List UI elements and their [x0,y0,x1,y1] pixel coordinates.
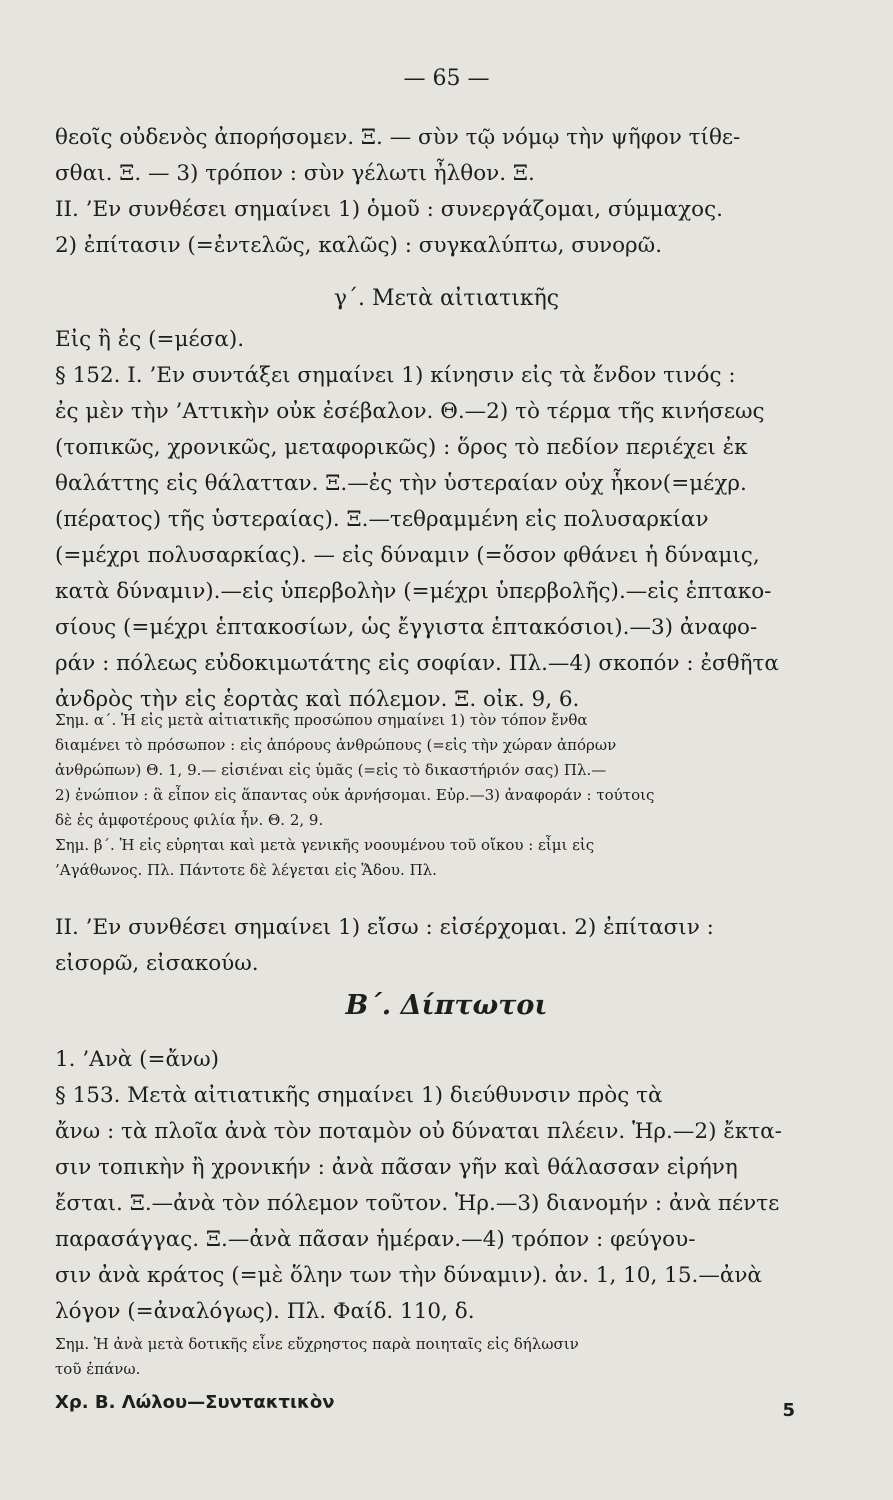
footer-title: Χρ. Β. Λώλου—Συντακτικὸν [55,1392,335,1413]
text-line: ἄνω : τὰ πλοῖα ἀνὰ τὸν ποταμὸν οὐ δύναται πλέειν. Ἡρ.—2) ἔκτα- [55,1119,782,1144]
text-line: σιν ἀνὰ κράτος (=μὲ ὅλην των τὴν δύναμιν). ἀν. 1, 10, 15.—ἀνὰ [55,1263,762,1288]
text-line: 1. ’Ανὰ (=ἄνω) [55,1047,220,1072]
text-line: (τοπικῶς, χρονικῶς, μεταφορικῶς) : ὅρος τὸ πεδίον περιέχει ἐκ [55,435,748,460]
text-line: § 152. I. ’Εν συντάξει σημαίνει 1) κίνησιν εἰς τὰ ἔνδον τινός : [55,363,736,388]
text-line: ἀνδρὸς τὴν εἰς ἑορτὰς καὶ πόλεμον. Ξ. οἰκ. 9, 6. [55,687,580,712]
text-line: Εἰς ἢ ἐς (=μέσα). [55,327,245,352]
text-line: παρασάγγας. Ξ.—ἀνὰ πᾶσαν ἡμέραν.—4) τρόπον : φεύγου- [55,1227,696,1252]
note-line: διαμένει τὸ πρόσωπον : εἰς ἀπόρους ἀνθρώπους (=εἰς τὴν χώραν ἀπόρων [55,736,617,754]
text-line: κατὰ δύναμιν).—εἰς ὑπερβολὴν (=μέχρι ὑπερβολῆς).—εἰς ἑπτακο- [55,579,772,604]
note-line: Σημ. α΄. Ἡ εἰς μετὰ αἰτιατικῆς προσώπου σημαίνει 1) τὸν τόπον ἔνθα [55,711,588,729]
note-line: Σημ. Ἡ ἀνὰ μετὰ δοτικῆς εἶνε εὔχρηστος παρὰ ποιηταῖς εἰς δήλωσιν [55,1335,579,1353]
page-footer [55,1388,855,1421]
signature-number: 5 [782,1400,795,1421]
note-line: δὲ ἐς ἀμφοτέρους φιλία ἦν. Θ. 2, 9. [55,811,324,829]
note-block-1 [55,708,855,883]
paragraph-block-4 [55,1042,855,1330]
text-line: ράν : πόλεως εὐδοκιμωτάτης εἰς σοφίαν. Πλ.—4) σκοπόν : ἐσθῆτα [55,651,779,676]
note-line: Σημ. β΄. Ἡ εἰς εὑρηται καὶ μετὰ γενικῆς νοουμένου τοῦ οἴκου : εἶμι εἰς [55,836,595,854]
note-block-2 [55,1332,855,1382]
text-line: (=μέχρι πολυσαρκίας). — εἰς δύναμιν (=ὅσον φθάνει ἡ δύναμις, [55,543,760,568]
text-line: ἔσται. Ξ.—ἀνὰ τὸν πόλεμον τοῦτον. Ἡρ.—3) διανομήν : ἀνὰ πέντε [55,1191,780,1216]
paragraph-block-2 [55,322,855,718]
section-heading-gamma: γ΄. Μετὰ αἰτιατικῆς [333,286,560,311]
text-line: § 153. Μετὰ αἰτιατικῆς σημαίνει 1) διεύθυνσιν πρὸς τὰ [55,1083,663,1108]
text-line: σθαι. Ξ. — 3) τρόπον : σὺν γέλωτι ἦλθον. Ξ. [55,161,535,186]
note-line: τοῦ ἐπάνω. [55,1360,141,1378]
text-line: σιν τοπικὴν ἢ χρονικήν : ἀνὰ πᾶσαν γῆν καὶ θάλασσαν εἰρήνη [55,1155,738,1180]
text-line: θαλάττης εἰς θάλατταν. Ξ.—ἐς τὴν ὑστεραίαν οὐχ ἧκον(=μέχρ. [55,471,747,496]
section-heading-beta: Β΄. Δίπτωτοι [345,990,548,1021]
note-line: ἀνθρώπων) Θ. 1, 9.— εἰσιέναι εἰς ὑμᾶς (=εἰς τὸ δικαστήριόν σας) Πλ.— [55,761,607,779]
text-line: II. ’Εν συνθέσει σημαίνει 1) ὁμοῦ : συνεργάζομαι, σύμμαχος. [55,197,723,222]
text-line: ἐς μὲν τὴν ’Αττικὴν οὐκ ἐσέβαλον. Θ.—2) τὸ τέρμα τῆς κινήσεως [55,399,765,424]
note-line: 2) ἐνώπιον : ἃ εἶπον εἰς ἅπαντας οὐκ ἀρνήσομαι. Εὐρ.—3) ἀναφοράν : τούτοις [55,786,655,804]
page-number: — 65 — [403,66,490,91]
text-line: (πέρατος) τῆς ὑστεραίας). Ξ.—τεθραμμένη εἰς πολυσαρκίαν [55,507,709,532]
paragraph-block-1 [55,120,855,264]
paragraph-block-3 [55,910,855,982]
note-line: ’Αγάθωνος. Πλ. Πάντοτε δὲ λέγεται εἰς Ἅδου. Πλ. [55,861,437,879]
text-line: σίους (=μέχρι ἑπτακοσίων, ὡς ἔγγιστα ἑπτακόσιοι).—3) ἀναφο- [55,615,758,640]
text-line: εἰσορῶ, εἰσακούω. [55,951,259,976]
text-line: λόγον (=ἀναλόγως). Πλ. Φαίδ. 110, δ. [55,1299,475,1324]
text-line: 2) ἐπίτασιν (=ἐντελῶς, καλῶς) : συγκαλύπτω, συνορῶ. [55,233,663,258]
text-line: II. ’Εν συνθέσει σημαίνει 1) εἴσω : εἰσέρχομαι. 2) ἐπίτασιν : [55,915,714,940]
text-line: θεοῖς οὐδενὸς ἀπορήσομεν. Ξ. — σὺν τῷ νόμῳ τὴν ψῆφον τίθε- [55,125,741,150]
